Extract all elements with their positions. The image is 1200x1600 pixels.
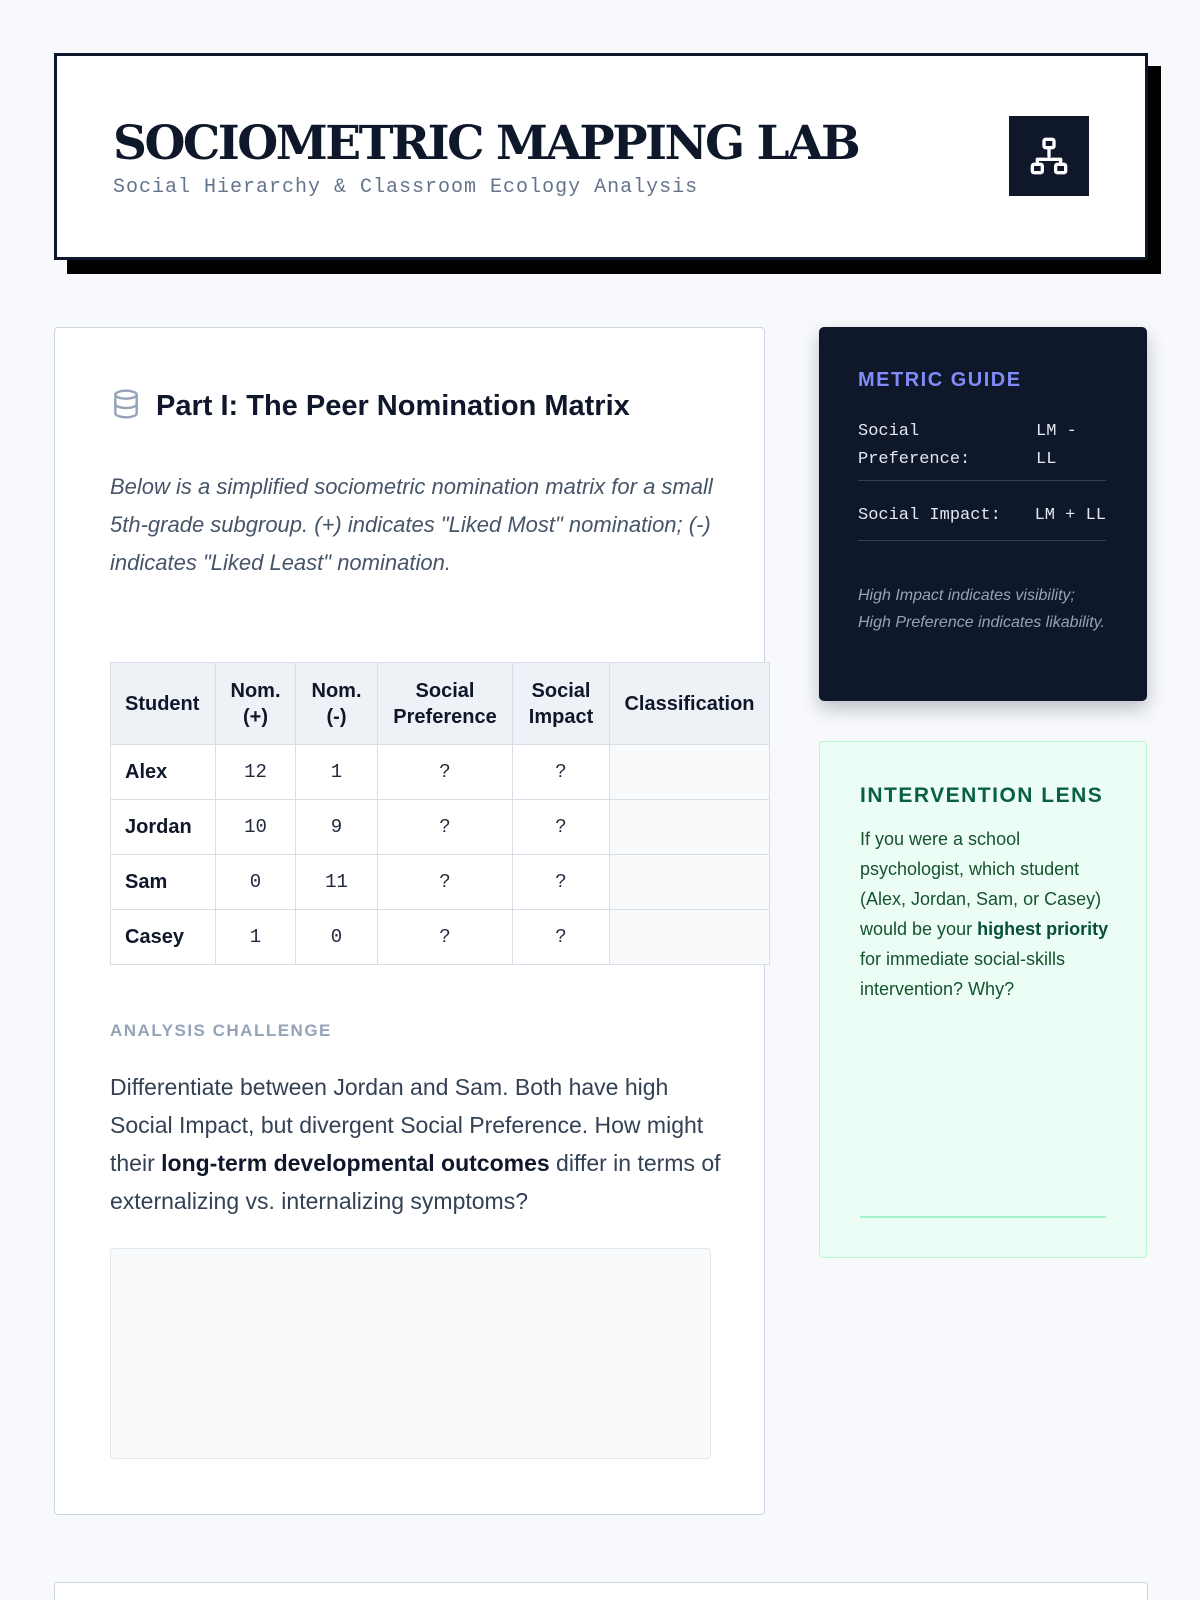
student-name: Jordan	[111, 800, 216, 855]
metric-formula: LM - LL	[1036, 422, 1077, 469]
challenge-text-emphasis: long-term developmental outcomes	[161, 1150, 550, 1176]
social-preference-cell: ?	[378, 800, 513, 855]
social-preference-cell: ?	[378, 910, 513, 965]
table-row	[111, 745, 770, 800]
lens-text-start: If you were a school psychologist, which student (Alex, Jordan, Sam, or Casey) would be your	[860, 829, 1102, 939]
page-header	[54, 53, 1148, 260]
column-header-nom-positive: Nom. (+)	[216, 663, 296, 745]
analysis-challenge-text	[110, 1068, 730, 1220]
lens-text-end: for immediate social-skills intervention? Why?	[860, 949, 1066, 999]
column-header-social-impact: Social Impact	[513, 663, 610, 745]
social-preference-cell: ?	[378, 855, 513, 910]
part1-heading	[110, 388, 630, 425]
intervention-lens-title: INTERVENTION LENS	[860, 784, 1104, 807]
classification-cell[interactable]	[610, 745, 770, 800]
metric-label: Social Impact:	[858, 506, 1001, 525]
student-name: Alex	[111, 745, 216, 800]
challenge-text-start: Differentiate between Jordan and Sam. Both have high Social Impact, but divergent Social Preference. How might their	[110, 1074, 704, 1176]
nom-positive-cell: 0	[216, 855, 296, 910]
analysis-challenge-label: ANALYSIS CHALLENGE	[110, 1021, 332, 1040]
classification-cell[interactable]	[610, 800, 770, 855]
next-section-card	[54, 1582, 1148, 1600]
nomination-matrix-table	[110, 662, 770, 965]
nom-negative-cell: 1	[296, 745, 378, 800]
nom-positive-cell: 1	[216, 910, 296, 965]
classification-cell[interactable]	[610, 910, 770, 965]
social-impact-cell: ?	[513, 745, 610, 800]
table-header-row	[111, 663, 770, 745]
database-icon	[110, 388, 142, 425]
intervention-lens-card	[819, 741, 1147, 1258]
column-header-nom-negative: Nom. (-)	[296, 663, 378, 745]
nom-negative-cell: 11	[296, 855, 378, 910]
student-name: Sam	[111, 855, 216, 910]
challenge-text-end: differ in terms of externalizing vs. internalizing symptoms?	[110, 1150, 721, 1214]
table-row	[111, 855, 770, 910]
social-impact-cell: ?	[513, 910, 610, 965]
table-row	[111, 800, 770, 855]
intervention-lens-text	[860, 824, 1112, 1004]
nom-negative-cell: 0	[296, 910, 378, 965]
metric-guide-card	[819, 327, 1147, 701]
hierarchy-icon	[1009, 116, 1089, 196]
lens-answer-line[interactable]	[860, 1216, 1106, 1218]
part1-card	[54, 327, 765, 1515]
nom-positive-cell: 12	[216, 745, 296, 800]
student-name: Casey	[111, 910, 216, 965]
metric-label: Social Preference:	[858, 422, 971, 469]
challenge-answer-box[interactable]	[110, 1248, 711, 1459]
page-subtitle: Social Hierarchy & Classroom Ecology Analysis	[113, 176, 699, 199]
nom-negative-cell: 9	[296, 800, 378, 855]
social-impact-cell: ?	[513, 855, 610, 910]
metric-guide-title: METRIC GUIDE	[858, 369, 1022, 391]
classification-cell[interactable]	[610, 855, 770, 910]
metric-formula: LM + LL	[1034, 506, 1106, 525]
social-preference-cell: ?	[378, 745, 513, 800]
metric-row-social-preference	[858, 418, 1106, 481]
page-title: SOCIOMETRIC MAPPING LAB	[113, 116, 859, 171]
part1-intro: Below is a simplified sociometric nomination matrix for a small 5th-grade subgroup. (+) indicates "Liked Most" nomination; (-) indicates "Liked Least" nomination.	[110, 474, 713, 575]
social-impact-cell: ?	[513, 800, 610, 855]
part1-title: Part I: The Peer Nomination Matrix	[156, 390, 630, 422]
column-header-social-preference: Social Preference	[378, 663, 513, 745]
column-header-classification: Classification	[610, 663, 770, 745]
metric-guide-note: High Impact indicates visibility; High Preference indicates likability.	[858, 587, 1105, 631]
metric-row-social-impact	[858, 502, 1106, 541]
column-header-student: Student	[111, 663, 216, 745]
lens-text-emphasis: highest priority	[977, 919, 1109, 939]
table-row	[111, 910, 770, 965]
nom-positive-cell: 10	[216, 800, 296, 855]
